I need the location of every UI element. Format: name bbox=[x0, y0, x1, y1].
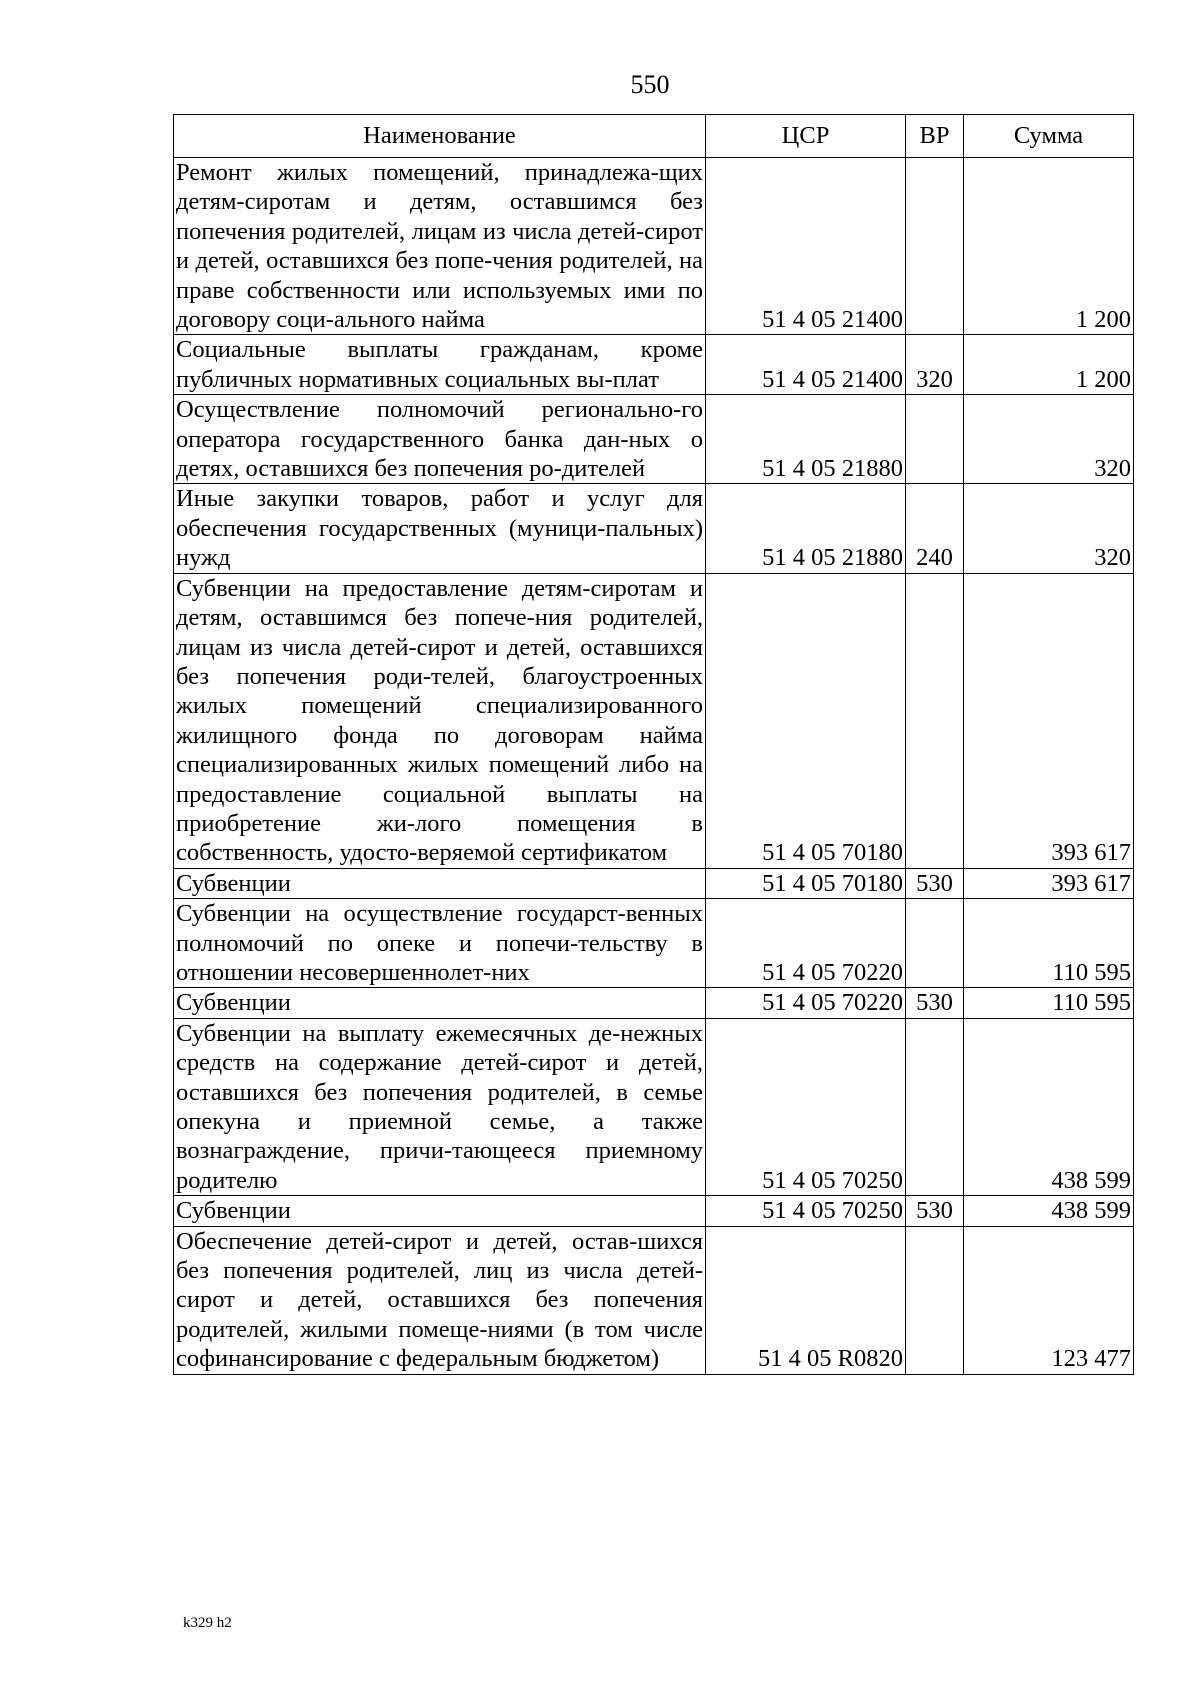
row-sum: 1 200 bbox=[964, 158, 1134, 335]
row-sum: 1 200 bbox=[964, 335, 1134, 395]
row-name: Субвенции на выплату ежемесячных де-нежных средств на содержание детей-сирот и детей, оставшихся без попечения родителей, в семье опекуна и приемной семье, а также вознаграждение, причи-тающееся приемному родителю bbox=[174, 1018, 706, 1195]
table-row bbox=[174, 1018, 1134, 1195]
row-csr: 51 4 05 70220 bbox=[706, 988, 906, 1018]
row-sum: 320 bbox=[964, 395, 1134, 484]
row-vr: 530 bbox=[906, 988, 964, 1018]
header-sum: Сумма bbox=[964, 115, 1134, 158]
row-name: Субвенции bbox=[174, 868, 706, 898]
table-row bbox=[174, 573, 1134, 868]
table-row bbox=[174, 1196, 1134, 1226]
row-csr: 51 4 05 21880 bbox=[706, 395, 906, 484]
table-row bbox=[174, 899, 1134, 988]
row-csr: 51 4 05 70250 bbox=[706, 1018, 906, 1195]
row-name: Субвенции bbox=[174, 1196, 706, 1226]
row-vr bbox=[906, 1226, 964, 1374]
row-name: Социальные выплаты гражданам, кроме публичных нормативных социальных вы-плат bbox=[174, 335, 706, 395]
row-vr bbox=[906, 158, 964, 335]
header-csr: ЦСР bbox=[706, 115, 906, 158]
row-name: Ремонт жилых помещений, принадлежа-щих детям-сиротам и детям, оставшимся без попечения родителей, лицам из числа детей-сирот и детей, оставшихся без попе-чения родителей, на праве собственности или используемых ими по договору соци-ального найма bbox=[174, 158, 706, 335]
row-sum: 123 477 bbox=[964, 1226, 1134, 1374]
row-csr: 51 4 05 70220 bbox=[706, 899, 906, 988]
table-row bbox=[174, 335, 1134, 395]
table-row bbox=[174, 1226, 1134, 1374]
budget-table bbox=[173, 114, 1134, 1375]
table-row bbox=[174, 158, 1134, 335]
row-csr: 51 4 05 21400 bbox=[706, 158, 906, 335]
header-vr: ВР bbox=[906, 115, 964, 158]
header-name: Наименование bbox=[174, 115, 706, 158]
row-vr bbox=[906, 899, 964, 988]
table-row bbox=[174, 395, 1134, 484]
row-csr: 51 4 05 70180 bbox=[706, 868, 906, 898]
row-vr bbox=[906, 395, 964, 484]
row-csr: 51 4 05 70250 bbox=[706, 1196, 906, 1226]
row-vr bbox=[906, 1018, 964, 1195]
table-row bbox=[174, 988, 1134, 1018]
row-vr: 320 bbox=[906, 335, 964, 395]
page-number: 550 bbox=[630, 70, 670, 99]
row-vr: 530 bbox=[906, 1196, 964, 1226]
row-csr: 51 4 05 70180 bbox=[706, 573, 906, 868]
row-vr: 240 bbox=[906, 484, 964, 573]
row-name: Иные закупки товаров, работ и услуг для обеспечения государственных (муници-пальных) нужд bbox=[174, 484, 706, 573]
row-name: Субвенции на осуществление государст-венных полномочий по опеке и попечи-тельству в отношении несовершеннолет-них bbox=[174, 899, 706, 988]
row-name: Субвенции на предоставление детям-сиротам и детям, оставшимся без попече-ния родителей, лицам из числа детей-сирот и детей, оставшихся без попечения роди-телей, благоустроенных жилых помещений специализированного жилищного фонда по договорам найма специализированных жилых помещений либо на предоставление социальной выплаты на приобретение жи-лого помещения в собственность, удосто-веряемой сертификатом bbox=[174, 573, 706, 868]
row-sum: 393 617 bbox=[964, 868, 1134, 898]
row-csr: 51 4 05 R0820 bbox=[706, 1226, 906, 1374]
row-sum: 110 595 bbox=[964, 899, 1134, 988]
table-header-row bbox=[174, 115, 1134, 158]
row-sum: 320 bbox=[964, 484, 1134, 573]
row-sum: 393 617 bbox=[964, 573, 1134, 868]
row-vr: 530 bbox=[906, 868, 964, 898]
row-name: Осуществление полномочий регионально-го оператора государственного банка дан-ных о детях, оставшихся без попечения ро-дителей bbox=[174, 395, 706, 484]
row-name: Обеспечение детей-сирот и детей, остав-шихся без попечения родителей, лиц из числа детей-сирот и детей, оставшихся без попечения родителей, жилыми помеще-ниями (в том числе софинансирование с федеральным бюджетом) bbox=[174, 1226, 706, 1374]
table-row bbox=[174, 484, 1134, 573]
row-csr: 51 4 05 21400 bbox=[706, 335, 906, 395]
row-sum: 438 599 bbox=[964, 1196, 1134, 1226]
footer-code: k329 h2 bbox=[183, 1615, 232, 1631]
table-row bbox=[174, 868, 1134, 898]
row-sum: 438 599 bbox=[964, 1018, 1134, 1195]
row-csr: 51 4 05 21880 bbox=[706, 484, 906, 573]
row-vr bbox=[906, 573, 964, 868]
row-name: Субвенции bbox=[174, 988, 706, 1018]
row-sum: 110 595 bbox=[964, 988, 1134, 1018]
